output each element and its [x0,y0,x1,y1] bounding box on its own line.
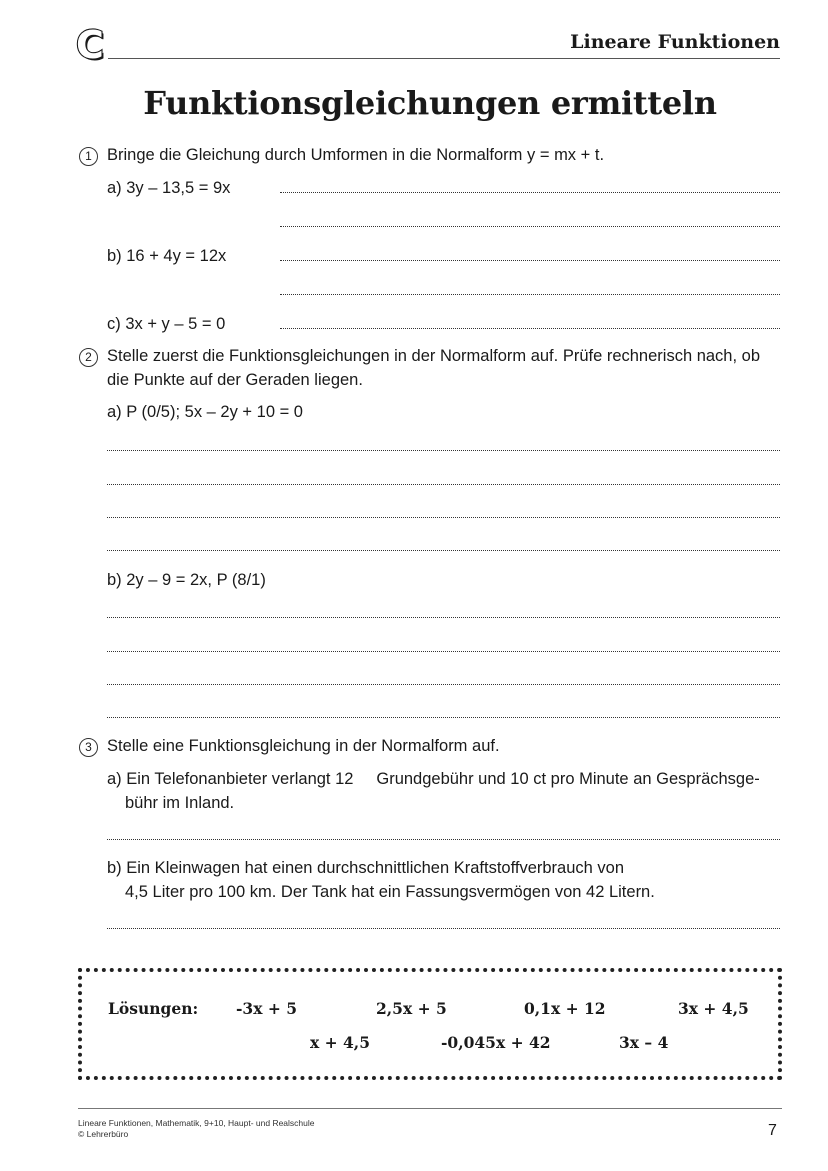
task-3a-text-line2: bühr im Inland. [125,794,235,812]
task-3a-text-line1: a) Ein Telefonanbieter verlangt 12 Grundgebühr und 10 ct pro Minute an Gesprächsge- [107,770,760,788]
task-2-number: 2 [79,348,98,367]
answer-line[interactable] [107,550,780,551]
solution-item: -3x + 5 [236,999,298,1018]
solution-item: 0,1x + 12 [524,999,606,1018]
answer-line[interactable] [107,617,780,618]
task-3-number: 3 [79,738,98,757]
footer-divider [78,1108,782,1109]
answer-line[interactable] [107,928,780,929]
header-title: Lineare Funktionen [570,31,780,53]
solution-item: x + 4,5 [310,1033,370,1052]
task-2a-equation: a) P (0/5); 5x – 2y + 10 = 0 [107,403,303,421]
answer-line[interactable] [107,839,780,840]
answer-line[interactable] [280,192,780,193]
page-title: Funktionsgleichungen ermitteln [143,84,717,122]
answer-line[interactable] [107,450,780,451]
answer-line[interactable] [107,484,780,485]
task-2b-equation: b) 2y – 9 = 2x, P (8/1) [107,571,266,589]
task-2-instruction-line2: die Punkte auf der Geraden liegen. [107,371,363,389]
answer-line[interactable] [107,517,780,518]
solutions-box [78,968,782,1080]
task-2-instruction-line1: Stelle zuerst die Funktionsgleichungen in der Normalform auf. Prüfe rechnerisch nach, ob [107,347,761,365]
header-divider [108,58,780,59]
solution-item: 2,5x + 5 [376,999,447,1018]
answer-line[interactable] [280,226,780,227]
solution-item: 3x + 4,5 [678,999,749,1018]
answer-line[interactable] [107,684,780,685]
footer-publication: Lineare Funktionen, Mathematik, 9+10, Haupt- und Realschule [78,1118,315,1128]
task-1a-equation: a) 3y – 13,5 = 9x [107,179,231,197]
solution-item: 3x – 4 [619,1033,669,1052]
task-3b-text-line1: b) Ein Kleinwagen hat einen durchschnittlichen Kraftstoffverbrauch von [107,859,625,877]
task-1c-equation: c) 3x + y – 5 = 0 [107,315,226,333]
answer-line[interactable] [280,260,780,261]
solutions-label: Lösungen: [108,999,199,1018]
answer-line[interactable] [280,294,780,295]
page-number: 7 [768,1122,777,1139]
answer-line[interactable] [107,717,780,718]
task-1-instruction: Bringe die Gleichung durch Umformen in die Normalform y = mx + t. [107,146,605,164]
answer-line[interactable] [107,651,780,652]
task-1b-equation: b) 16 + 4y = 12x [107,247,227,265]
answer-line[interactable] [280,328,780,329]
chapter-badge: C [76,23,104,67]
task-1-number: 1 [79,147,98,166]
task-3b-text-line2: 4,5 Liter pro 100 km. Der Tank hat ein Fassungsvermögen von 42 Litern. [125,883,655,901]
footer-copyright: © Lehrerbüro [78,1129,129,1139]
solution-item: -0,045x + 42 [441,1033,551,1052]
task-3-instruction: Stelle eine Funktionsgleichung in der Normalform auf. [107,737,500,755]
